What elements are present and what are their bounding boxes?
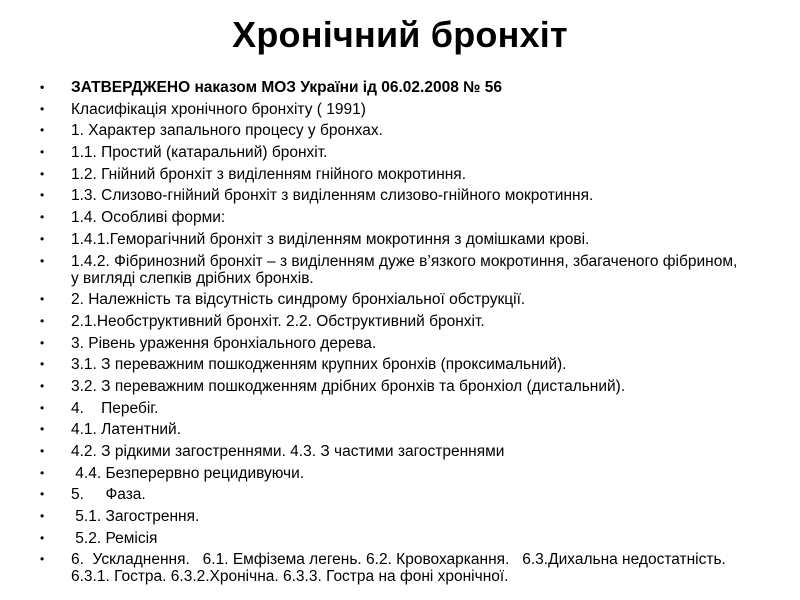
bullet-item: • 5. Фаза.: [0, 486, 800, 503]
bullet-item: • 6. Ускладнення. 6.1. Емфізема легень. 6.2. Кровохаркання. 6.3.Дихальна недостатність. 6.3.1. Гостра. 6.3.2.Хронічна. 6.3.3. Гостра на фоні хронічної.: [0, 551, 800, 585]
slide-title: Хронічний бронхіт: [232, 14, 568, 55]
bullet-list: [0, 79, 800, 590]
bullet-item: • 4. Перебіг.: [0, 400, 800, 417]
bullet-item: • 3.1. З переважним пошкодженням крупних бронхів (проксимальний).: [0, 356, 800, 373]
bullet-item: • ЗАТВЕРДЖЕНО наказом МОЗ України ід 06.02.2008 № 56: [0, 79, 800, 96]
bullet-item: • 4.4. Безперервно рецидивуючи.: [0, 465, 800, 482]
bullet-item: • 1.3. Слизово-гнійний бронхіт з виділенням слизово-гнійного мокротиння.: [0, 187, 800, 204]
bullet-item: • 1.4. Особливі форми:: [0, 209, 800, 226]
bullet-item: • 2.1.Необструктивний бронхіт. 2.2. Обструктивний бронхіт.: [0, 313, 800, 330]
bullet-item: • 5.2. Ремісія: [0, 530, 800, 547]
bullet-item: • 1.4.2. Фібринозний бронхіт – з виділенням дуже в’язкого мокротиння, збагаченого фібрином, у вигляді слепків дрібних бронхів.: [0, 253, 800, 287]
bullet-item: • 1.2. Гнійний бронхіт з виділенням гнійного мокротиння.: [0, 166, 800, 183]
bullet-item: • Класифікація хронічного бронхіту ( 1991): [0, 101, 800, 118]
bullet-item: • 1.4.1.Геморагічний бронхіт з виділенням мокротиння з домішками крові.: [0, 231, 800, 248]
bullet-item: • 5.1. Загострення.: [0, 508, 800, 525]
bullet-item: • 2. Належність та відсутність синдрому бронхіальної обструкції.: [0, 291, 800, 308]
bullet-item: • 1.1. Простий (катаральний) бронхіт.: [0, 144, 800, 161]
bullet-item: • 4.2. З рідкими загостреннями. 4.3. З частими загостреннями: [0, 443, 800, 460]
bullet-item: • 3. Рівень ураження бронхіального дерева.: [0, 335, 800, 352]
bullet-item: • 1. Характер запального процесу у бронхах.: [0, 122, 800, 139]
bullet-item: • 4.1. Латентний.: [0, 421, 800, 438]
bullet-item: • 3.2. З переважним пошкодженням дрібних бронхів та бронхіол (дистальний).: [0, 378, 800, 395]
